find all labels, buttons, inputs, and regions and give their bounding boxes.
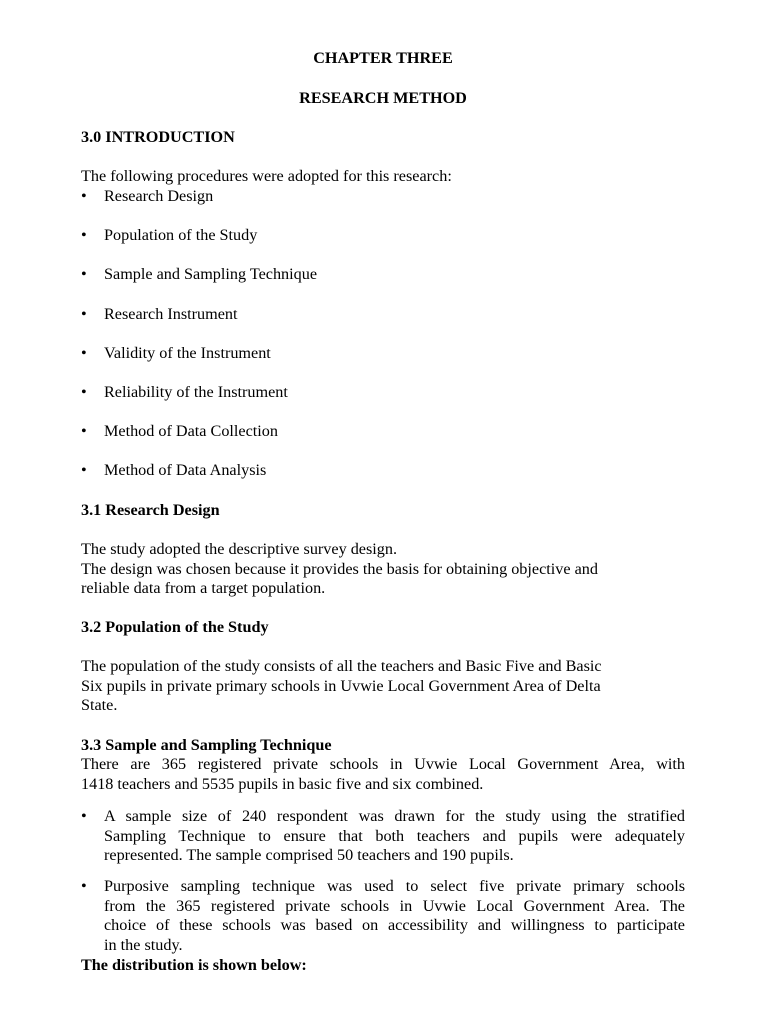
- list-item-label: Research Design: [104, 187, 214, 205]
- bullet-icon: •: [81, 305, 87, 323]
- list-item-label: Population of the Study: [104, 226, 258, 244]
- bullet-icon: •: [81, 226, 87, 244]
- bullet-icon: •: [81, 422, 87, 440]
- paragraph-line: choice of these schools was based on accessibility and willingness to participate: [104, 916, 685, 935]
- bullet-icon: •: [81, 344, 87, 362]
- bullet-icon: •: [81, 807, 87, 825]
- intro-lead: The following procedures were adopted for this research:: [81, 167, 452, 185]
- section-3-3-heading: 3.3 Sample and Sampling Technique: [81, 736, 332, 754]
- bullet-icon: •: [81, 265, 87, 283]
- bullet-icon: •: [81, 461, 87, 479]
- bullet-icon: •: [81, 877, 87, 895]
- list-item-label: Sample and Sampling Technique: [104, 265, 318, 283]
- list-item-label: Validity of the Instrument: [104, 344, 271, 362]
- paragraph-line: represented. The sample comprised 50 teachers and 190 pupils.: [104, 846, 514, 865]
- list-item-label: Research Instrument: [104, 305, 238, 323]
- section-3-3-body: [81, 755, 685, 794]
- list-item-label: Method of Data Analysis: [104, 461, 267, 479]
- paragraph-line: reliable data from a target population.: [81, 579, 326, 598]
- paragraph-line: 1418 teachers and 5535 pupils in basic five and six combined.: [81, 774, 484, 793]
- bullet-icon: •: [81, 383, 87, 401]
- paragraph-line: Six pupils in private primary schools in Uvwie Local Government Area of Delta: [81, 676, 601, 695]
- paragraph-line: State.: [81, 696, 118, 715]
- purposive-sampling-paragraph: [104, 877, 685, 955]
- paragraph-line: Purposive sampling technique was used to select five private primary schools: [104, 877, 685, 895]
- paragraph-line: Sampling Technique to ensure that both teachers and pupils were adequately: [104, 826, 685, 845]
- list-item-label: Reliability of the Instrument: [104, 383, 288, 401]
- bullet-icon: •: [81, 187, 87, 205]
- paragraph-line: There are 365 registered private schools in Uvwie Local Government Area, with: [81, 755, 685, 773]
- chapter-title: CHAPTER THREE: [313, 49, 453, 67]
- paragraph-line: in the study.: [104, 935, 183, 954]
- paragraph-line: The population of the study consists of all the teachers and Basic Five and Basic: [81, 657, 602, 675]
- sample-size-paragraph: [104, 807, 685, 866]
- section-3-2-heading: 3.2 Population of the Study: [81, 618, 269, 636]
- paragraph-line: The study adopted the descriptive survey design.: [81, 540, 398, 558]
- chapter-subtitle: RESEARCH METHOD: [299, 89, 467, 107]
- paragraph-line: from the 365 registered private schools in Uvwie Local Government Area. The: [104, 896, 685, 915]
- paragraph-line: The design was chosen because it provides the basis for obtaining objective and: [81, 559, 598, 578]
- section-3-1-heading: 3.1 Research Design: [81, 501, 220, 519]
- section-3-1-body: [81, 540, 685, 599]
- distribution-heading: The distribution is shown below:: [81, 956, 307, 974]
- intro-heading: 3.0 INTRODUCTION: [81, 128, 235, 146]
- list-item-label: Method of Data Collection: [104, 422, 278, 440]
- section-3-2-body: [81, 657, 685, 716]
- paragraph-line: A sample size of 240 respondent was drawn for the study using the stratified: [104, 807, 685, 825]
